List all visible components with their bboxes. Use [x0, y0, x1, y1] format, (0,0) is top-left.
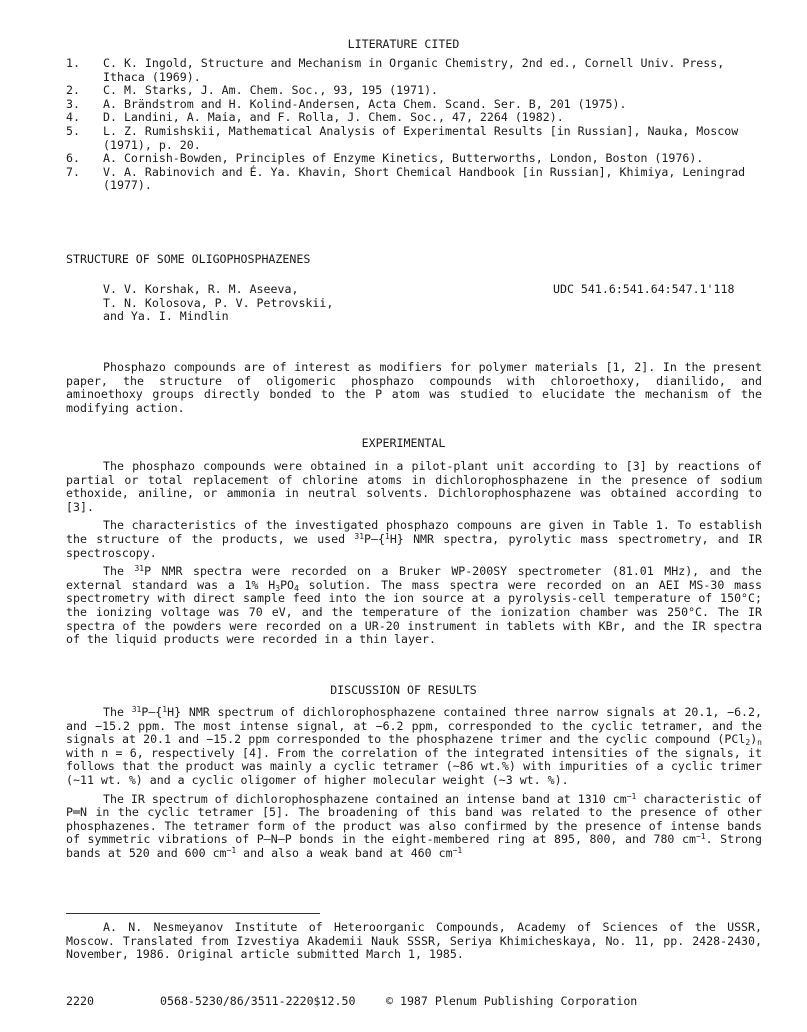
reference-number: 7.	[66, 164, 80, 179]
discussion-heading: DISCUSSION OF RESULTS	[330, 683, 477, 697]
author-block	[103, 283, 333, 324]
reference-item	[66, 152, 766, 166]
reference-number: 2.	[66, 83, 80, 98]
intro-paragraph: Phosphazo compounds are of interest as modifiers for polymer materials [1, 2]. In the present paper, the structure of oligomeric phosphazo compounds with chloroethoxy, dianilido, and aminoethoxy groups directly bonded to the P atom was studied to elucidate the mechanism of the modifying action.	[66, 360, 762, 415]
reference-number: 1.	[66, 56, 80, 70]
experimental-paragraph: The characteristics of the investigated phosphazo compouns are given in Table 1. To establish the structure of the products, we used $^{31}$P–{$^1$H} NMR spectra, pyrolytic mass spectrometry, and IR spectroscopy.	[66, 518, 762, 560]
reference-number: 3.	[66, 96, 80, 111]
article-code: 0568-5230/86/3511-2220$12.50	[160, 994, 356, 1008]
reference-item	[66, 125, 766, 152]
page-number: 2220	[66, 994, 94, 1008]
experimental-paragraph: The $^{31}$P NMR spectra were recorded on a Bruker WP-200SY spectrometer (81.01 MHz), and the external standard was a 1% $H_3PO_4$ solution. The mass spectra were recorded on an AEI MS-30 mass spectrometry with direct sample feed into the ion source at a pyrolysis-cell temperature of 150°C; the ionizing voltage was 70 eV, and the temperature of the ionization chamber was 250°C. The IR spectra of the powders were recorded on a UR-20 instrument in tablets with KBr, and the IR spectra of the liquid products were recorded in a thin layer.	[66, 564, 762, 647]
discussion-paragraph: The IR spectrum of dichlorophosphazene contained an intense band at 1310 $cm^{-1}$ characteristic of P═N in the cyclic tetramer [5]. The broadening of this band was related to the presence of other phosphazenes. The tetramer form of the product was also confirmed by the presence of intense bands of symmetric vibrations of P–N–P bonds in the eight-membered ring at 895, 800, and 780 $cm^{-1}$. Strong bands at 520 and 600 $cm^{-1}$ and also a weak band at 460 $cm^{-1}$	[66, 791, 762, 860]
article-title: STRUCTURE OF SOME OLIGOPHOSPHAZENES	[66, 252, 311, 266]
copyright-line: © 1987 Plenum Publishing Corporation	[386, 994, 638, 1008]
reference-text: V. A. Rabinovich and É. Ya. Khavin, Short Chemical Handbook [in Russian], Khimiya, Leningrad (1977).	[103, 164, 746, 193]
intro-section	[66, 361, 762, 415]
reference-text: L. Z. Rumishskii, Mathematical Analysis of Experimental Results [in Russian], Nauka, Moscow (1971), p. 20.	[103, 123, 739, 152]
reference-item	[66, 166, 766, 193]
reference-text: A. Cornish-Bowden, Principles of Enzyme Kinetics, Butterworths, London, Boston (1976).	[103, 151, 704, 166]
reference-list	[66, 57, 766, 193]
author-line: V. V. Korshak, R. M. Aseeva,	[103, 282, 299, 296]
reference-item	[66, 84, 766, 98]
reference-text: D. Landini, A. Maia, and F. Rolla, J. Chem. Soc., 47, 2264 (1982).	[103, 110, 564, 125]
reference-text: C. M. Starks, J. Am. Chem. Soc., 93, 195 (1971).	[103, 83, 439, 98]
footnote-text: A. N. Nesmeyanov Institute of Heteroorganic Compounds, Academy of Sciences of the USSR, Moscow. Translated from Izvestiya Akademii Nauk SSSR, Seriya Khimicheskaya, No. 11, pp. 2428-2430, November, 1986. Original article submitted March 1, 1985.	[66, 920, 762, 962]
discussion-paragraph: The $^{31}$P–{$^1$H} NMR spectrum of dichlorophosphazene contained three narrow signals at 20.1, −6.2, and −15.2 ppm. The most intense signal, at −6.2 ppm, corresponded to the cyclic tetramer, and the signals at 20.1 and −15.2 ppm corresponded to the phosphazene trimer and the cyclic compound $(PCl_2)_n$ with n = 6, respectively [4]. From the correlation of the integrated intensities of the signals, it follows that the product was mainly a cyclic tetramer (~86 wt.%) with impurities of a cyclic trimer (~11 wt. %) and a cyclic oligomer of higher molecular weight (~3 wt. %).	[66, 705, 762, 787]
experimental-heading: EXPERIMENTAL	[361, 436, 446, 450]
reference-number: 6.	[66, 151, 80, 166]
reference-item	[66, 57, 766, 84]
discussion-section	[66, 706, 762, 861]
footnote	[66, 921, 762, 962]
experimental-paragraph: The phosphazo compounds were obtained in a pilot-plant unit according to [3] by reactions of partial or total replacement of chlorine atoms in dichlorophosphazene in the presence of sodium ethoxide, aniline, or ammonia in neutral solvents. Dichlorophosphazene was obtained according to [3].	[66, 459, 762, 514]
author-line: and Ya. I. Mindlin	[103, 309, 229, 324]
footnote-divider	[66, 913, 320, 914]
udc-code: UDC 541.6:541.64:547.1'118	[553, 282, 735, 296]
reference-text: C. K. Ingold, Structure and Mechanism in Organic Chemistry, 2nd ed., Cornell Univ. Press, Ithaca (1969).	[103, 56, 725, 84]
reference-number: 5.	[66, 123, 80, 138]
author-line: T. N. Kolosova, P. V. Petrovskii,	[103, 295, 334, 310]
reference-number: 4.	[66, 110, 80, 125]
experimental-section	[66, 460, 762, 647]
reference-item	[66, 111, 766, 125]
reference-text: A. Brändstrom and H. Kolind-Andersen, Acta Chem. Scand. Ser. B, 201 (1975).	[103, 96, 627, 111]
reference-item	[66, 98, 766, 112]
literature-cited-heading: LITERATURE CITED	[347, 37, 460, 51]
